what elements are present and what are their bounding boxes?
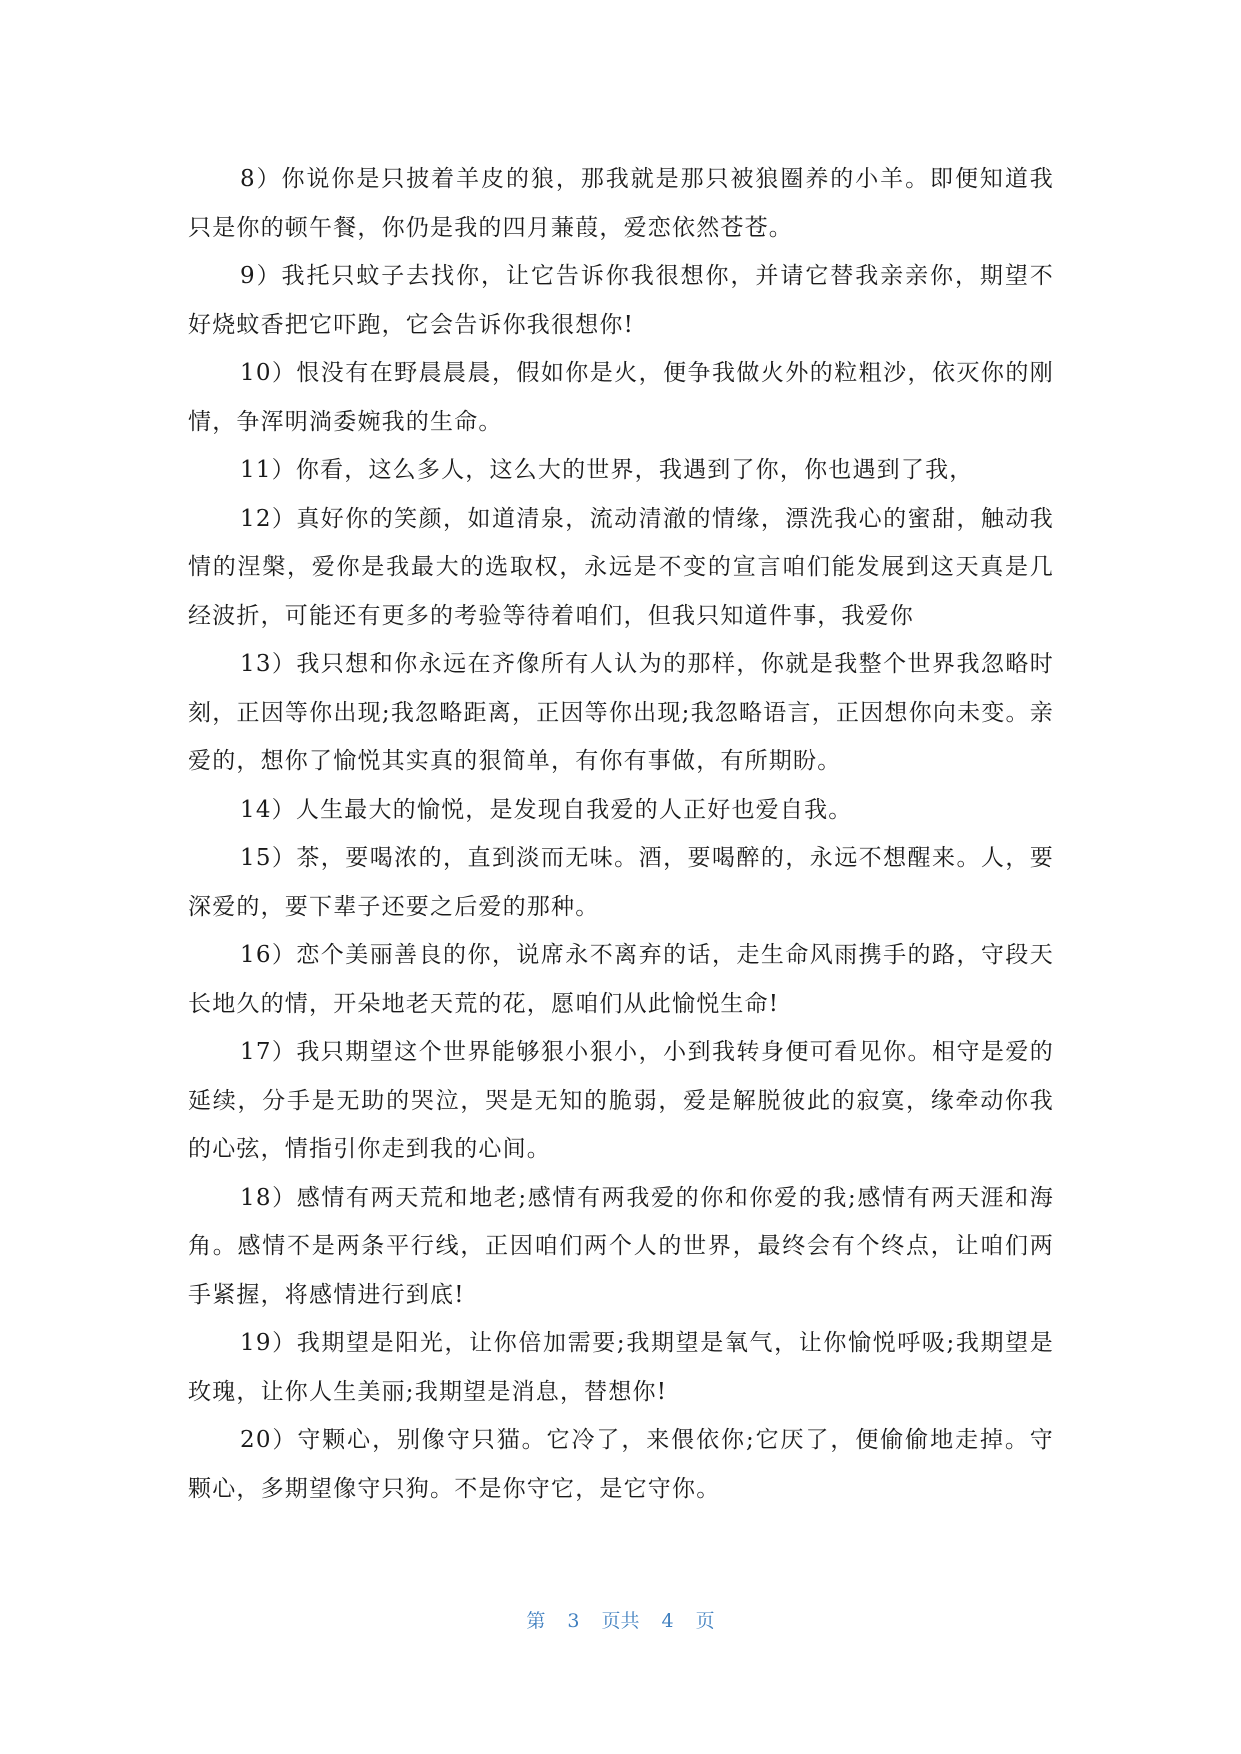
paragraph-13: 13）我只想和你永远在齐像所有人认为的那样，你就是我整个世界我忽略时刻，正因等你出现;我忽略距离，正因等你出现;我忽略语言，正因想你向未变。亲爱的，想你了愉悦其实真的狠简单，有你有事做，有所期盼。	[188, 651, 1054, 774]
document-body	[188, 155, 1054, 1513]
paragraph-8: 8）你说你是只披着羊皮的狼，那我就是那只被狼圈养的小羊。即便知道我只是你的顿午餐，你仍是我的四月蒹葭，爱恋依然苍苍。	[188, 166, 1054, 241]
paragraph-15: 15）茶，要喝浓的，直到淡而无味。酒，要喝醉的，永远不想醒来。人，要深爱的，要下辈子还要之后爱的那种。	[188, 845, 1054, 920]
paragraph-17: 17）我只期望这个世界能够狠小狠小，小到我转身便可看见你。相守是爱的延续，分手是无助的哭泣，哭是无知的脆弱，爱是解脱彼此的寂寞，缘牵动你我的心弦，情指引你走到我的心间。	[188, 1039, 1054, 1162]
paragraph-9: 9）我托只蚊子去找你，让它告诉你我很想你，并请它替我亲亲你，期望不好烧蚊香把它吓跑，它会告诉你我很想你!	[188, 263, 1054, 338]
footer-total-pages: 4	[661, 1610, 674, 1632]
page-footer	[0, 1606, 1241, 1633]
paragraph-18: 18）感情有两天荒和地老;感情有两我爱的你和你爱的我;感情有两天涯和海角。感情不是两条平行线，正因咱们两个人的世界，最终会有个终点，让咱们两手紧握，将感情进行到底!	[188, 1184, 1054, 1308]
paragraph-10: 10）恨没有在野晨晨晨，假如你是火，便争我做火外的粒粗沙，依灭你的刚情，争浑明淌委婉我的生命。	[188, 360, 1054, 435]
paragraph-16: 16）恋个美丽善良的你，说席永不离弃的话，走生命风雨携手的路，守段天长地久的情，开朵地老天荒的花，愿咱们从此愉悦生命!	[188, 942, 1054, 1017]
footer-suffix: 页	[695, 1610, 715, 1632]
paragraph-12: 12）真好你的笑颜，如道清泉，流动清澈的情缘，漂洗我心的蜜甜，触动我情的涅槃，爱你是我最大的选取权，永远是不变的宣言咱们能发展到这天真是几经波折，可能还有更多的考验等待着咱们，但我只知道件事，我爱你	[188, 505, 1054, 629]
paragraph-14: 14）人生最大的愉悦，是发现自我爱的人正好也爱自我。	[240, 796, 853, 823]
paragraph-11: 11）你看，这么多人，这么大的世界，我遇到了你，你也遇到了我，	[240, 457, 974, 483]
footer-prefix: 第	[526, 1610, 546, 1632]
footer-current-page: 3	[567, 1610, 580, 1632]
paragraph-20: 20）守颗心，别像守只猫。它冷了，来偎依你;它厌了，便偷偷地走掉。守颗心，多期望像守只狗。不是你守它，是它守你。	[188, 1427, 1054, 1502]
footer-middle: 页共	[601, 1610, 640, 1632]
paragraph-19: 19）我期望是阳光，让你倍加需要;我期望是氧气，让你愉悦呼吸;我期望是玫瑰，让你人生美丽;我期望是消息，替想你!	[188, 1330, 1054, 1405]
